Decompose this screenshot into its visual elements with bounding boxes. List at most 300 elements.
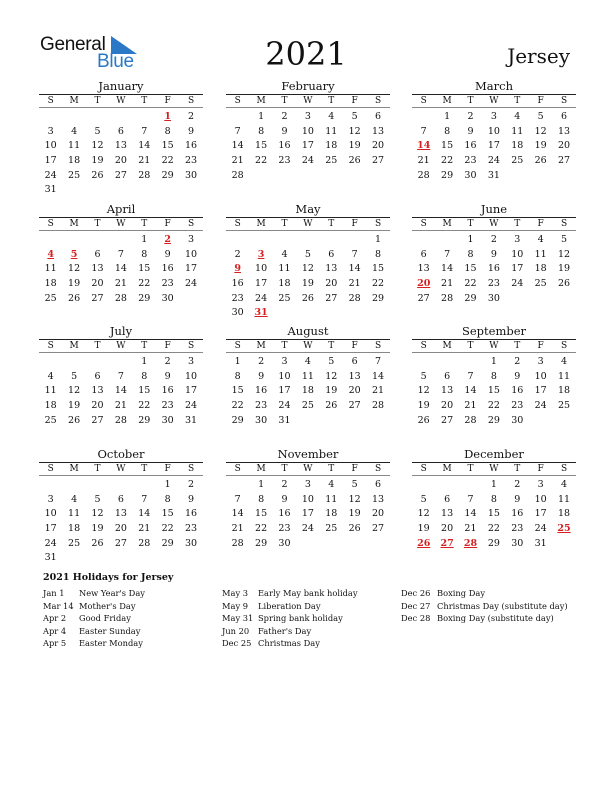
day-cell: 20	[371, 140, 385, 152]
weekday-label: T	[467, 341, 474, 351]
day-cell: 2	[467, 111, 474, 122]
weekday-label: T	[141, 341, 148, 351]
day-cell: 22	[138, 400, 151, 412]
day-cell: 17	[301, 508, 314, 520]
day-cell: 10	[44, 508, 57, 520]
day-cell: 15	[138, 263, 151, 275]
day-blank	[86, 478, 109, 493]
day-cell: 23	[184, 155, 198, 167]
day-blank	[109, 478, 132, 493]
day-cell: 12	[301, 263, 314, 275]
weekday-label: W	[489, 464, 499, 474]
day-cell: 4	[328, 111, 335, 122]
day-cell: 16	[255, 385, 268, 397]
day-cell: 23	[255, 400, 268, 412]
weekday-label: S	[420, 464, 427, 474]
day-cell: 8	[490, 370, 497, 382]
day-cell: 2	[258, 356, 265, 367]
day-grid	[39, 233, 203, 306]
holiday-row	[222, 600, 358, 613]
day-cell: 6	[375, 479, 382, 490]
day-cell-holiday: 14	[417, 140, 431, 152]
day-cell: 21	[231, 155, 244, 167]
day-blank	[62, 110, 85, 125]
day-cell: 19	[301, 278, 314, 290]
day-cell: 8	[444, 125, 451, 137]
day-cell: 23	[464, 155, 477, 167]
weekday-label: M	[442, 96, 452, 106]
day-cell: 9	[514, 493, 521, 505]
day-cell: 24	[301, 523, 314, 535]
month-name: December	[464, 447, 524, 461]
day-cell: 26	[348, 155, 361, 167]
day-cell: 7	[117, 370, 124, 382]
day-cell: 17	[44, 155, 57, 167]
day-cell: 25	[511, 155, 524, 167]
day-cell: 6	[117, 493, 124, 505]
day-cell: 17	[184, 263, 198, 275]
day-cell: 16	[278, 140, 291, 152]
weekday-label: T	[514, 96, 521, 106]
weekday-label: S	[187, 464, 195, 474]
day-cell: 23	[184, 523, 198, 535]
weekday-label: S	[47, 219, 54, 229]
month-name: May	[295, 202, 321, 216]
day-cell: 7	[141, 125, 148, 137]
day-cell: 20	[441, 400, 454, 412]
holiday-row	[43, 587, 145, 600]
day-cell: 18	[325, 140, 338, 152]
month-name: July	[109, 324, 133, 338]
day-cell: 14	[464, 508, 477, 520]
day-cell: 31	[44, 552, 57, 564]
day-cell: 16	[184, 508, 198, 520]
day-cell: 16	[161, 385, 174, 397]
day-cell: 2	[514, 356, 521, 367]
day-cell: 28	[464, 414, 477, 426]
day-blank	[226, 478, 249, 493]
weekday-label: T	[281, 96, 288, 106]
day-cell: 30	[184, 537, 198, 549]
day-cell: 21	[464, 400, 477, 412]
day-blank	[133, 478, 156, 493]
day-cell: 12	[557, 248, 571, 260]
day-cell: 31	[534, 537, 547, 549]
day-cell: 26	[91, 537, 104, 549]
holiday-name: New Year's Day	[79, 588, 145, 598]
day-blank	[226, 110, 249, 125]
day-blank	[320, 233, 343, 248]
day-blank	[296, 233, 319, 248]
day-cell: 8	[467, 248, 474, 260]
day-cell: 26	[68, 414, 81, 426]
weekday-label: F	[164, 219, 171, 229]
weekday-label: S	[187, 96, 195, 106]
day-cell: 2	[188, 111, 195, 122]
holiday-date: Jan 1	[43, 588, 65, 598]
month-december	[412, 447, 576, 551]
weekday-label: W	[489, 219, 499, 229]
day-cell: 28	[231, 169, 244, 181]
day-cell: 10	[301, 493, 314, 505]
day-cell: 11	[278, 263, 291, 275]
day-cell: 28	[138, 537, 151, 549]
day-cell: 21	[138, 523, 151, 535]
day-blank	[109, 110, 132, 125]
weekday-label: F	[537, 464, 544, 474]
day-cell: 7	[444, 248, 451, 260]
weekday-label: W	[303, 464, 313, 474]
holiday-date: Dec 25	[222, 638, 252, 649]
holiday-row	[401, 612, 568, 625]
day-blank	[39, 478, 62, 493]
day-cell: 31	[184, 414, 198, 426]
day-cell: 17	[255, 278, 268, 290]
day-cell: 27	[371, 523, 385, 535]
day-cell: 22	[464, 278, 477, 290]
weekday-label: F	[164, 341, 171, 351]
day-cell: 11	[68, 140, 81, 152]
day-cell: 3	[537, 356, 544, 367]
day-blank	[459, 478, 482, 493]
day-cell: 1	[490, 479, 497, 490]
holiday-column	[43, 587, 145, 650]
day-cell: 21	[441, 278, 454, 290]
day-cell: 13	[325, 263, 338, 275]
holiday-row	[401, 600, 568, 613]
weekday-label: S	[420, 341, 427, 351]
day-cell: 27	[114, 537, 127, 549]
holiday-date: Apr 2	[43, 613, 67, 624]
day-cell: 30	[511, 537, 524, 549]
weekday-label: S	[560, 464, 568, 474]
weekday-header	[412, 217, 576, 231]
day-cell: 25	[44, 292, 57, 304]
holiday-row	[222, 637, 358, 650]
day-cell: 11	[557, 370, 571, 382]
day-cell: 22	[231, 400, 244, 412]
day-cell: 4	[281, 248, 288, 260]
weekday-label: T	[94, 341, 101, 351]
weekday-label: M	[442, 341, 452, 351]
day-cell: 19	[534, 140, 547, 152]
day-cell-holiday: 31	[254, 307, 268, 319]
day-cell: 25	[557, 400, 571, 412]
day-cell: 22	[487, 400, 500, 412]
weekday-label: M	[256, 464, 266, 474]
day-cell: 23	[511, 400, 524, 412]
day-cell: 23	[511, 523, 524, 535]
day-cell: 3	[304, 479, 311, 490]
day-cell: 28	[114, 292, 127, 304]
day-cell: 17	[534, 508, 547, 520]
day-cell: 5	[351, 479, 358, 490]
month-october	[39, 447, 203, 566]
day-cell: 11	[325, 125, 338, 137]
day-blank	[412, 355, 435, 370]
weekday-header	[226, 462, 390, 476]
day-cell: 10	[487, 125, 500, 137]
day-blank	[86, 233, 109, 248]
holiday-row	[401, 587, 568, 600]
holiday-row	[43, 637, 145, 650]
day-cell: 6	[94, 248, 101, 260]
weekday-label: S	[374, 464, 382, 474]
month-january	[39, 79, 203, 198]
day-cell: 7	[351, 248, 358, 260]
day-cell: 30	[464, 169, 477, 181]
weekday-label: W	[116, 464, 126, 474]
day-cell: 14	[231, 508, 244, 520]
day-blank	[39, 233, 62, 248]
day-cell: 27	[348, 400, 361, 412]
day-cell: 4	[71, 493, 78, 505]
weekday-label: S	[234, 96, 241, 106]
day-cell: 18	[278, 278, 291, 290]
weekday-label: F	[537, 219, 544, 229]
day-cell: 5	[304, 248, 311, 260]
weekday-header	[226, 94, 390, 108]
day-cell: 20	[114, 523, 127, 535]
weekday-label: M	[256, 219, 266, 229]
day-cell: 13	[557, 125, 571, 137]
day-cell-holiday: 20	[417, 278, 431, 290]
weekday-label: S	[187, 219, 195, 229]
day-cell: 2	[234, 248, 241, 260]
day-cell: 16	[511, 508, 524, 520]
month-september	[412, 324, 576, 428]
day-cell: 15	[487, 508, 500, 520]
day-cell: 31	[278, 414, 291, 426]
day-grid	[412, 478, 576, 551]
day-blank	[435, 233, 458, 248]
day-cell: 17	[487, 140, 500, 152]
day-cell: 5	[537, 111, 544, 122]
day-cell: 10	[255, 263, 268, 275]
day-cell: 6	[328, 248, 335, 260]
day-cell: 30	[255, 414, 268, 426]
day-cell: 24	[184, 278, 198, 290]
day-cell: 5	[420, 493, 427, 505]
day-cell: 18	[534, 263, 547, 275]
day-cell: 25	[301, 400, 314, 412]
day-cell: 11	[557, 493, 571, 505]
weekday-label: W	[303, 341, 313, 351]
day-cell: 12	[68, 385, 81, 397]
weekday-header	[412, 94, 576, 108]
weekday-label: M	[69, 96, 79, 106]
day-cell: 22	[441, 155, 454, 167]
day-cell: 9	[164, 370, 171, 382]
day-cell: 29	[161, 169, 174, 181]
weekday-label: T	[94, 96, 101, 106]
day-grid	[39, 355, 203, 428]
day-cell: 9	[258, 370, 265, 382]
day-cell: 14	[114, 385, 127, 397]
holiday-name: Spring bank holiday	[258, 613, 343, 624]
holiday-name: Good Friday	[79, 613, 131, 624]
day-cell: 4	[561, 356, 568, 367]
day-cell: 6	[561, 111, 568, 122]
day-cell: 31	[44, 184, 57, 196]
day-blank	[412, 110, 435, 125]
weekday-header	[39, 462, 203, 476]
day-grid	[412, 233, 576, 306]
day-cell: 15	[138, 385, 151, 397]
day-cell: 17	[511, 263, 524, 275]
month-name: September	[461, 324, 527, 338]
weekday-label: S	[234, 341, 241, 351]
weekday-label: F	[351, 464, 358, 474]
day-cell: 24	[44, 537, 57, 549]
weekday-label: T	[328, 464, 335, 474]
day-cell: 19	[91, 523, 104, 535]
holiday-date: Dec 28	[401, 613, 431, 624]
day-blank	[86, 355, 109, 370]
day-cell: 13	[371, 125, 385, 137]
day-cell: 27	[325, 292, 338, 304]
month-name: January	[98, 79, 144, 93]
month-name: August	[287, 324, 329, 338]
day-cell: 9	[188, 493, 195, 505]
day-cell: 2	[281, 479, 288, 490]
day-cell: 4	[47, 370, 54, 382]
day-cell: 17	[534, 385, 547, 397]
weekday-header	[39, 217, 203, 231]
day-cell: 9	[164, 248, 171, 260]
weekday-label: T	[141, 219, 148, 229]
day-cell: 3	[514, 234, 521, 245]
day-cell: 5	[71, 370, 78, 382]
day-cell: 12	[91, 140, 104, 152]
day-grid	[226, 478, 390, 551]
weekday-label: M	[256, 96, 266, 106]
day-cell: 8	[258, 125, 265, 137]
day-cell: 29	[231, 414, 244, 426]
day-cell: 21	[464, 523, 477, 535]
weekday-label: W	[116, 96, 126, 106]
holiday-name: Christmas Day (substitute day)	[437, 600, 568, 611]
day-cell: 12	[325, 370, 338, 382]
day-cell: 1	[258, 111, 265, 122]
day-cell: 23	[278, 155, 291, 167]
day-cell: 6	[375, 111, 382, 122]
holiday-date: Mar 14	[43, 600, 74, 611]
day-cell: 29	[464, 292, 477, 304]
day-cell-holiday: 9	[234, 263, 241, 275]
holiday-name: Boxing Day	[437, 588, 486, 598]
day-cell: 8	[258, 493, 265, 505]
day-grid	[39, 110, 203, 198]
day-cell: 30	[161, 414, 174, 426]
day-cell: 24	[44, 169, 57, 181]
day-cell: 20	[557, 140, 571, 152]
day-cell: 22	[371, 278, 385, 290]
day-cell: 5	[351, 111, 358, 122]
day-cell: 25	[325, 523, 338, 535]
holiday-date: Jun 20	[222, 625, 250, 636]
day-cell: 19	[348, 508, 361, 520]
day-cell-holiday: 4	[47, 248, 54, 260]
day-cell: 29	[161, 537, 174, 549]
day-cell: 10	[44, 140, 57, 152]
day-cell: 21	[371, 385, 385, 397]
day-cell: 13	[417, 263, 430, 275]
day-cell: 12	[417, 385, 430, 397]
day-cell: 28	[114, 414, 127, 426]
day-cell: 19	[557, 263, 571, 275]
day-cell: 12	[348, 493, 361, 505]
day-cell: 29	[441, 169, 454, 181]
holiday-date: Apr 4	[43, 625, 67, 636]
day-cell: 1	[234, 356, 241, 367]
day-cell: 17	[184, 385, 198, 397]
holiday-name: Mother's Day	[79, 600, 136, 611]
day-cell: 4	[514, 111, 521, 122]
day-blank	[62, 478, 85, 493]
day-cell: 7	[467, 493, 474, 505]
day-cell: 17	[44, 523, 57, 535]
day-cell: 26	[348, 523, 361, 535]
day-cell: 11	[534, 248, 547, 260]
weekday-label: S	[47, 341, 54, 351]
day-cell: 3	[47, 125, 54, 137]
weekday-label: S	[374, 341, 382, 351]
day-cell: 18	[68, 523, 81, 535]
weekday-label: S	[187, 341, 195, 351]
day-cell: 19	[325, 385, 338, 397]
weekday-label: T	[141, 464, 148, 474]
weekday-label: F	[164, 464, 171, 474]
day-blank	[39, 110, 62, 125]
day-grid	[226, 110, 390, 183]
day-cell: 30	[511, 414, 524, 426]
day-cell: 4	[561, 479, 568, 490]
day-cell: 16	[231, 278, 244, 290]
day-cell: 27	[557, 155, 571, 167]
day-blank	[412, 233, 435, 248]
day-cell: 25	[68, 169, 81, 181]
day-cell: 28	[348, 292, 361, 304]
month-july	[39, 324, 203, 428]
day-cell: 10	[534, 493, 547, 505]
month-june	[412, 202, 576, 306]
day-cell: 7	[234, 493, 241, 505]
day-cell: 11	[325, 493, 338, 505]
month-february	[226, 79, 390, 183]
day-cell: 23	[161, 278, 174, 290]
day-cell: 3	[47, 493, 54, 505]
day-cell: 11	[301, 370, 314, 382]
weekday-label: S	[560, 96, 568, 106]
day-cell: 3	[188, 234, 195, 245]
day-cell: 29	[371, 292, 385, 304]
day-cell: 3	[490, 111, 497, 122]
day-cell: 18	[557, 508, 571, 520]
day-cell: 22	[255, 155, 268, 167]
day-cell: 15	[255, 140, 268, 152]
day-cell: 16	[511, 385, 524, 397]
day-cell: 20	[91, 278, 104, 290]
day-cell: 15	[487, 385, 500, 397]
day-cell: 8	[141, 248, 148, 260]
day-cell: 9	[188, 125, 195, 137]
day-cell: 13	[371, 493, 385, 505]
holiday-name: Early May bank holiday	[258, 588, 358, 598]
day-cell: 24	[278, 400, 291, 412]
holiday-date: Dec 27	[401, 600, 431, 611]
weekday-label: T	[467, 464, 474, 474]
